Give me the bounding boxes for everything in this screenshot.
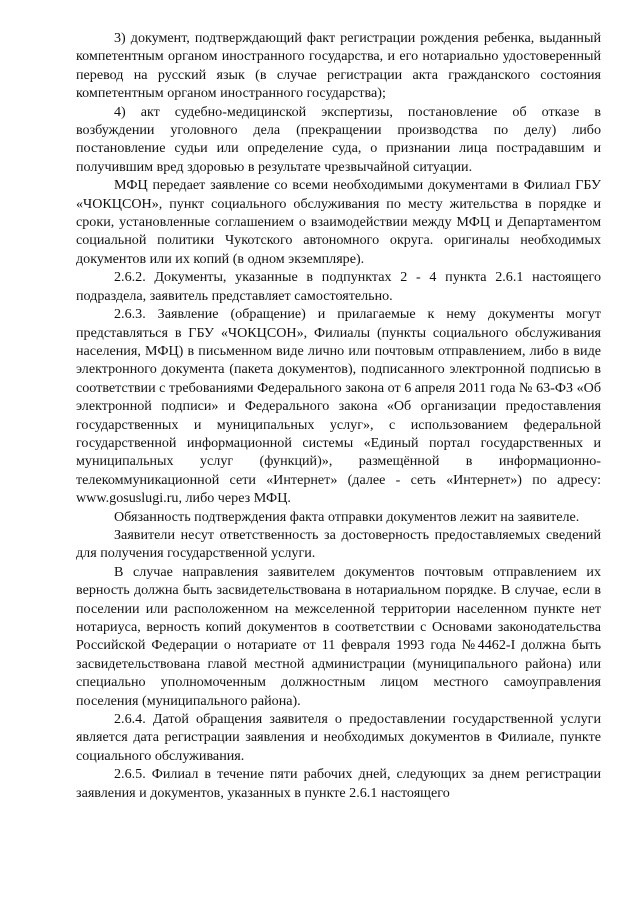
paragraph-2-6-4: 2.6.4. Датой обращения заявителя о предоставлении государственной услуги является дата регистрации заявления и необходимых документов в Филиале, пункте социального обслуживания. xyxy=(76,711,601,764)
paragraph-postal-notarization: В случае направления заявителем документов почтовым отправлением их верность должна быть засвидетельствована в нотариальном порядке. В случае, если в поселении или расположенном на межселенной территории населенном пункте нет нотариуса, верность копий документов в соответствии с Основами законодательства Российской Федерации о нотариате от 11 февраля 1993 года №4462-I должна быть засвидетельствована главой местной администрации (муниципального района) или специально уполномоченным должностным лицом местного самоуправления поселения (муниципального района). xyxy=(76,563,601,709)
paragraph-2-6-3: 2.6.3. Заявление (обращение) и прилагаемые к нему документы могут представляться в ГБУ «ЧОКЦСОН», Филиалы (пункты социального обслуживания населения, МФЦ) в письменном виде лично или почтовым отправлением, либо в виде электронного документа (пакета документов), подписанного электронной подписью в соответствии с требованиями Федерального закона от 6 апреля 2011 года № 63-ФЗ «Об электронной подписи» и Федерального закона «Об организации предоставления государственных и муниципальных услуг», с использованием федеральной государственной информационной системы «Единый портал государственных и муниципальных услуг (функций)», размещённой в информационно-телекоммуникационной сети «Интернет» (далее - сеть «Интернет») по адресу: www.gosuslugi.ru, либо через МФЦ. xyxy=(76,306,601,507)
paragraph-item-4-medical-expertise: 4) акт судебно-медицинской экспертизы, постановление об отказе в возбуждении уголовного дела (прекращении производства по делу) либо постановление судьи или определение суда, о признании лица пострадавшим и получившим вред здоровью в результате чрезвычайной ситуации. xyxy=(76,103,601,175)
paragraph-2-6-5: 2.6.5. Филиал в течение пяти рабочих дней, следующих за днем регистрации заявления и документов, указанных в пункте 2.6.1 настоящего xyxy=(76,766,601,801)
paragraph-mfc-transfer: МФЦ передает заявление со всеми необходимыми документами в Филиал ГБУ «ЧОКЦСОН», пункт социального обслуживания по месту жительства в порядке и сроки, установленные соглашением о взаимодействии между МФЦ и Департаментом социальной политики Чукотского автономного округа. оригиналы необходимых документов или их копий (в одном экземпляре). xyxy=(76,177,601,267)
paragraph-2-6-2: 2.6.2. Документы, указанные в подпунктах 2 - 4 пункта 2.6.1 настоящего подраздела, заявитель представляет самостоятельно. xyxy=(76,269,601,304)
paragraph-applicant-responsibility: Заявители несут ответственность за достоверность предоставляемых сведений для получения государственной услуги. xyxy=(76,526,601,562)
paragraph-sending-obligation: Обязанность подтверждения факта отправки документов лежит на заявителе. xyxy=(114,508,580,525)
paragraph-item-3-birth-document: 3) документ, подтверждающий факт регистрации рождения ребенка, выданный компетентным органом иностранного государства, и его нотариально удостоверенный перевод на русский язык (в случае регистрации акта гражданского состояния компетентным органом иностранного государства); xyxy=(76,30,601,102)
